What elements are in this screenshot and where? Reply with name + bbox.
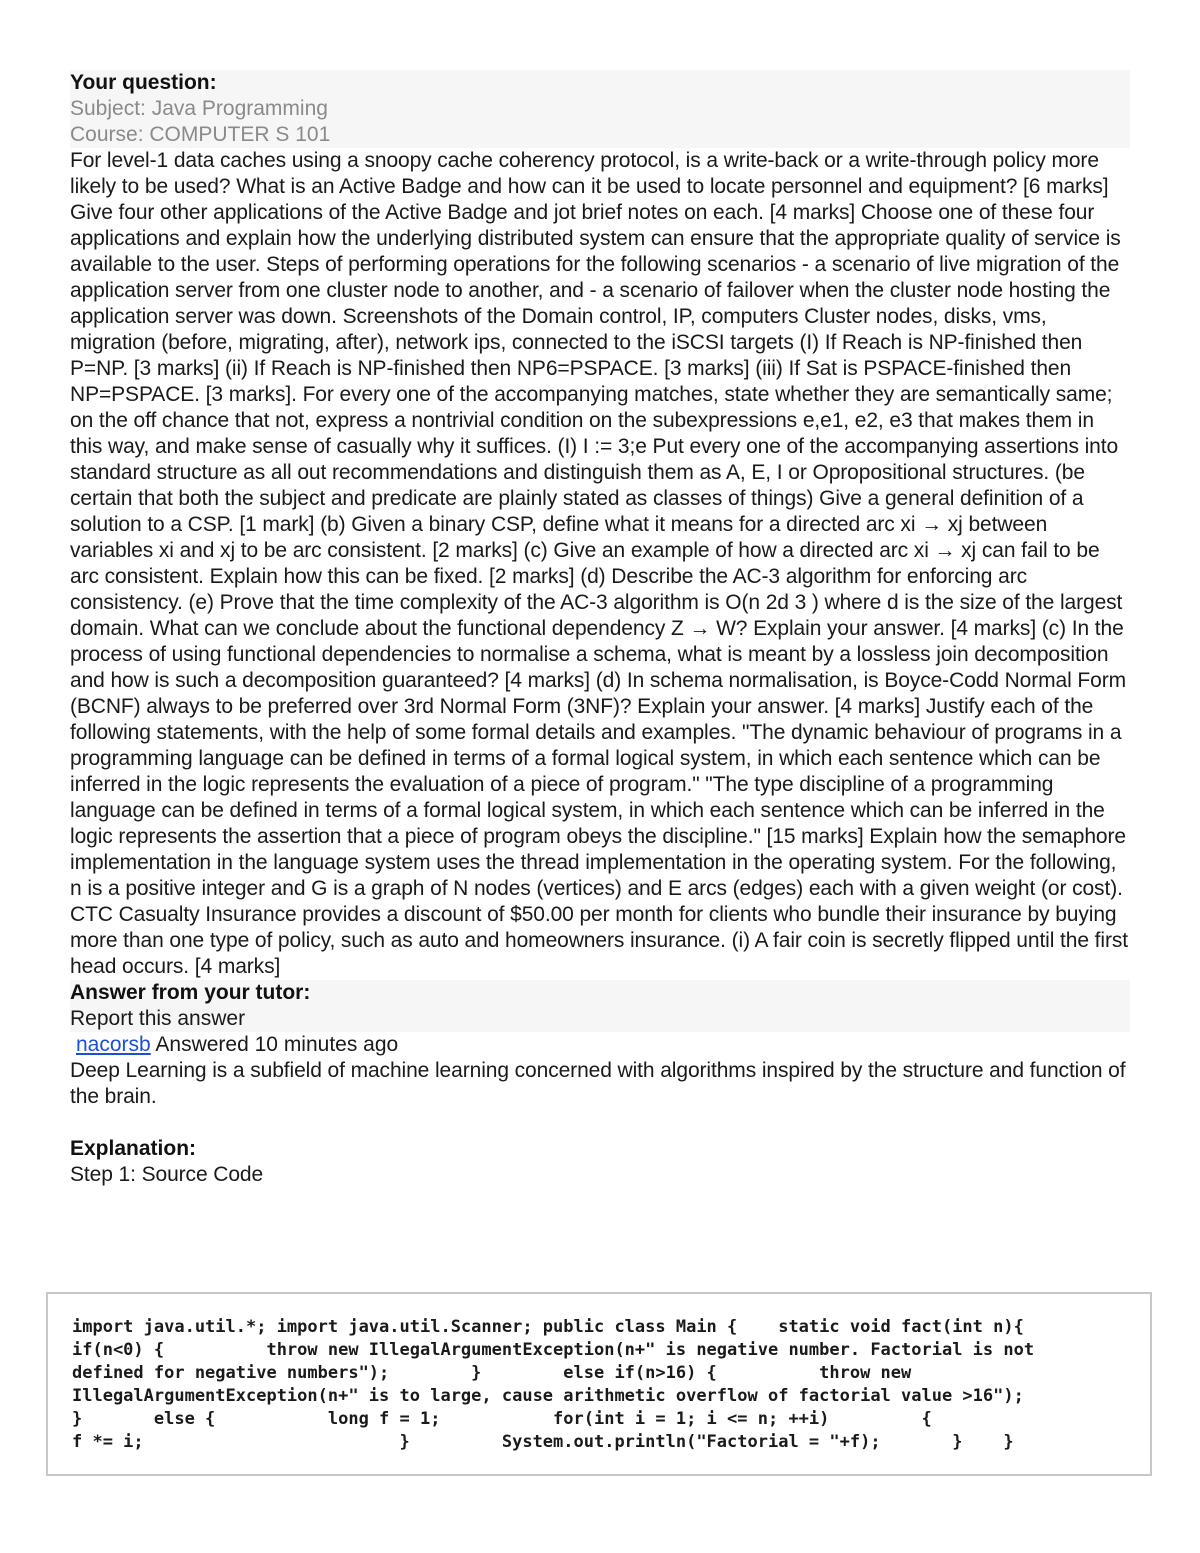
report-answer-link[interactable]: Report this answer <box>70 1007 246 1030</box>
answer-text: Deep Learning is a subfield of machine learning concerned with algorithms inspired by the structure and function of the brain. <box>70 1059 1126 1108</box>
step-label: Step 1: Source Code <box>70 1163 264 1186</box>
code-block <box>46 1292 1152 1476</box>
spacer <box>70 1110 1130 1136</box>
question-text: For level-1 data caches using a snoopy cache coherency protocol, is a write-back or a write-through policy more likely to be used? What is an Active Badge and how can it be used to locate personnel and equipment? [6 marks] Give four other applications of the Active Badge and jot brief notes on each. [4 marks] Choose one of these four applications and explain how the underlying distributed system can ensure that the appropriate quality of service is available to the user. Steps of performing operations for the following scenarios - a scenario of live migration of the application server from one cluster node to another, and - a scenario of failover when the cluster node hosting the application server was down. Screenshots of the Domain control, IP, computers Cluster nodes, disks, vms, migration (before, migrating, after), network ips, connected to the iSCSI targets (I) If Reach is NP-finished then P=NP. [3 marks] (ii) If Reach is NP-finished then NP6=PSPACE. [3 marks] (iii) If Sat is PSPACE-finished then NP=PSPACE. [3 marks]. For every one of the accompanying matches, state whether they are semantically same; on the off chance that not, express a nontrivial condition on the subexpressions e,e1, e2, e3 that makes them in this way, and make sense of casually why it suffices. (I) I := 3;e Put every one of the accompanying assertions into standard structure as all out recommendations and distinguish them as A, E, I or Opropositional structures. (be certain that both the subject and predicate are plainly stated as classes of things) Give a general definition of a solution to a CSP. [1 mark] (b) Given a binary CSP, define what it means for a directed arc xi → xj between variables xi and xj to be arc consistent. [2 marks] (c) Give an example of how a directed arc xi → xj can fail to be arc consistent. Explain how this can be fixed. [2 marks] (d) Describe the AC-3 algorithm for enforcing arc consistency. (e) Prove that the time complexity of the AC-3 algorithm is O(n 2d 3 ) where d is the size of the largest domain. What can we conclude about the functional dependency Z → W? Explain your answer. [4 marks] (c) In the process of using functional dependencies to normalise a schema, what is meant by a lossless join decomposition and how is such a decomposition guaranteed? [4 marks] (d) In schema normalisation, is Boyce-Codd Normal Form (BCNF) always to be preferred over 3rd Normal Form (3NF)? Explain your answer. [4 marks] Justify each of the following statements, with the help of some formal details and examples. "The dynamic behaviour of programs in a programming language can be defined in terms of a formal logical system, in which each sentence which can be inferred in the logic represents the evaluation of a piece of program." "The type discipline of a programming language can be defined in terms of a formal logical system, in which each sentence which can be inferred in the logic represents the assertion that a piece of program obeys the discipline." [15 marks] Explain how the semaphore implementation in the language system uses the thread implementation in the operating system. For the following, n is a positive integer and G is a graph of N nodes (vertices) and E arcs (edges) each with a given weight (or cost). CTC Casualty Insurance provides a discount of $50.00 per month for clients who bundle their insurance by buying more than one type of policy, such as auto and homeowners insurance. (i) A fair coin is secretly flipped until the first head occurs. [4 marks] <box>70 149 1128 978</box>
answer-meta <box>70 1032 1130 1058</box>
answered-time: Answered 10 minutes ago <box>155 1033 399 1056</box>
answer-heading: Answer from your tutor: <box>70 981 311 1004</box>
author-link[interactable]: nacorsb <box>76 1033 151 1056</box>
qa-document <box>70 70 1130 1188</box>
explanation-heading: Explanation: <box>70 1137 197 1160</box>
subject-label: Subject: Java Programming <box>70 97 328 120</box>
question-heading: Your question: <box>70 71 217 94</box>
source-code: import java.util.*; import java.util.Scanner; public class Main { static void fact(int n){ if(n<0) { throw new IllegalArgumentException(n+" is negative number. Factorial is not defined for negative numbers"); } else if(n>16) { throw new IllegalArgumentException(n+" is to large, cause arithmetic overflow of factorial value >16"); } else { long f = 1; for(int i = 1; i <= n; ++i) { f *= i; } System.out.println("Factorial = "+f); } } <box>72 1317 1035 1452</box>
course-label: Course: COMPUTER S 101 <box>70 123 331 146</box>
answer-header <box>70 980 1130 1032</box>
question-header <box>70 70 1130 148</box>
